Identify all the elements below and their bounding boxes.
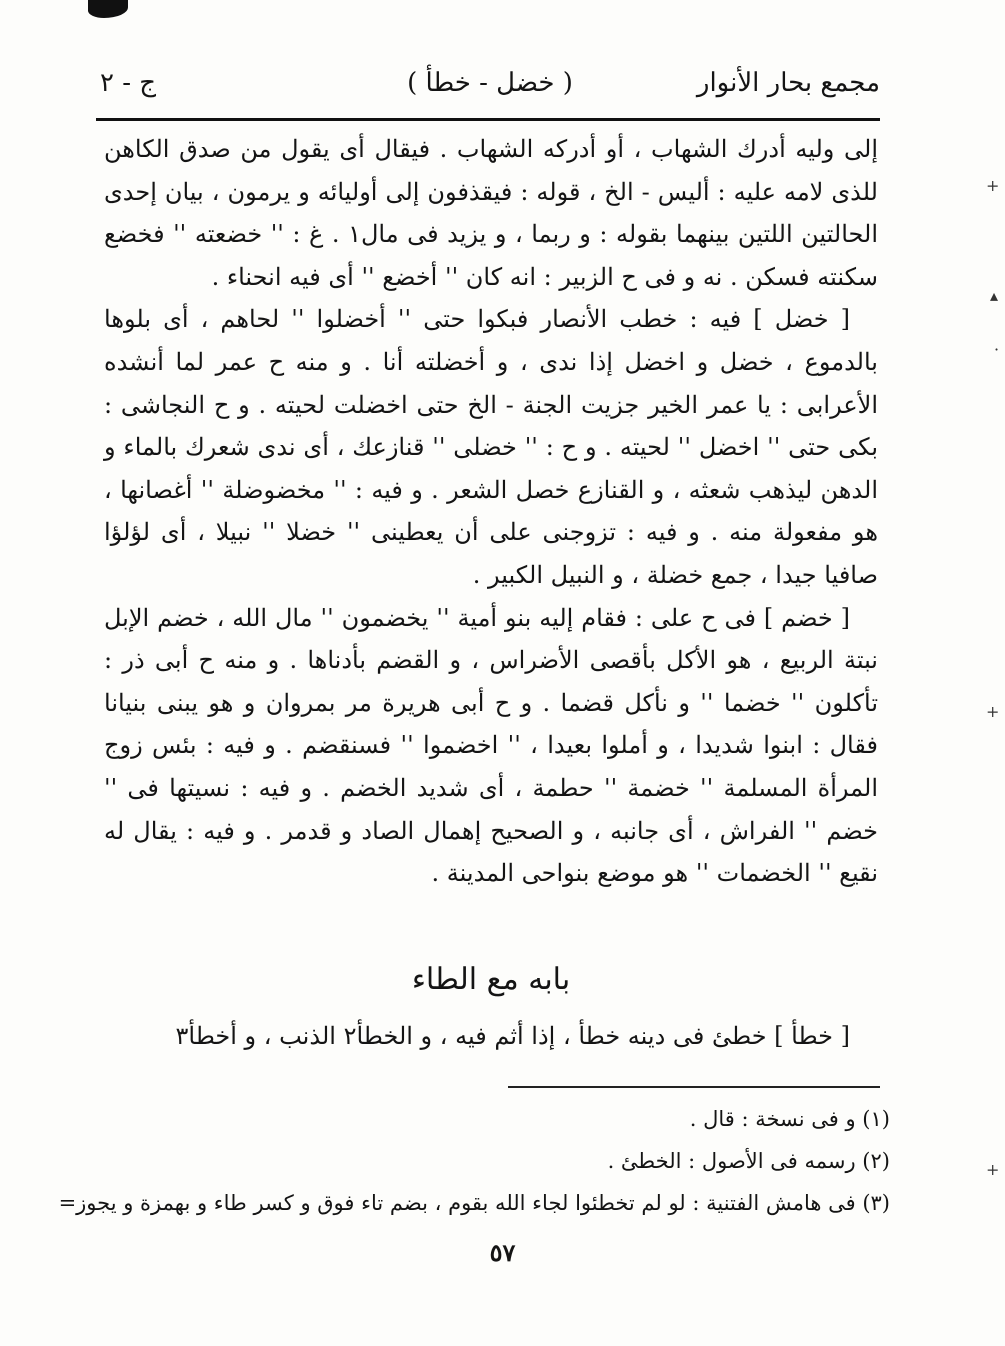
footnote: (٣) فى هامش الفتنية : لو لم تخطئوا لجاء الله بقوم ، بضم تاء فوق و كسر طاء و بهمزة و يجوز= [58, 1191, 890, 1215]
section-heading: بابه مع الطاء [411, 962, 571, 997]
footnote: (٢) رسمه فى الأصول : الخطئ . [607, 1149, 890, 1173]
running-header [100, 60, 880, 112]
margin-mark: + [986, 702, 1000, 721]
paragraph: [ خضم ] فى ح على : فقام إليه بنو أمية '' يخضمون '' مال الله ، خضم الإبل نبتة الربيع ، هو الأكل بأقصى الأضراس ، و القضم بأدناها . و منه ح أبى ذر : تأكلون '' خضما '' و نأكل قضما . و ح أبى هريرة مر بمروان و هو يبنى بنيانا فقال : ابنوا شديدا ، و أملوا بعيدا ، '' اخضموا '' فسنقضم . و فيه : بئس زوج المرأة المسلمة '' خضمة '' حطمة ، أى شديد الخضم . و فيه : نسيتها فى '' خضم '' الفراش ، أى جانبه ، و الصحيح إهمال الصاد و قدمر . و فيه : يقال له نقيع '' الخضمات '' هو موضع بنواحى المدينة . [104, 603, 878, 888]
paragraph: [ خطأ ] خطئ فى دينه خطأ ، إذا أثم فيه ، و الخطأ٢ الذنب ، و أخطأ٣ [175, 1022, 850, 1050]
header-rule [96, 118, 880, 121]
volume-number: ج - ٢ [100, 68, 157, 98]
margin-mark: ▴ [990, 286, 999, 305]
ink-blot [88, 0, 128, 18]
paragraph: [ خضل ] فيه : خطب الأنصار فبكوا حتى '' أخضلوا '' لحاهم ، أى بلوها بالدموع ، خضل و اخضل إذا ندى ، و أخضلته أنا . و منه ح عمر لما أنشده الأعرابى : يا عمر الخير جزيت الجنة - الخ حتى اخضلت لحيته . و ح النجاشى : بكى حتى '' اخضل '' لحيته . و ح : '' خضلى '' قنازعك ، أى ندى شعرك بالماء و الدهن ليذهب شعثه ، و القنازع خصل الشعر . و فيه : '' مخضوضلة '' أغصانها ، هو مفعولة منه . و فيه : تزوجنى على أن يعطينى '' خضلا '' نبيلا ، أى لؤلؤا صافيا جيدا ، جمع خضلة ، و النبيل الكبير . [104, 305, 878, 589]
paragraph: إلى وليه أدرك الشهاب ، أو أدركه الشهاب . فيقال أى يقول من صدق الكاهن للذى لامه عليه : أليس - الخ ، قوله : فيقذفون إلى أوليائه و يرمون ، بيان إحدى الحالتين اللتين بينهما بقوله : و ربما ، و يزيد فى مال١ . غ : '' خضعته '' فخضع سكنته فسكن . نه و فى ح الزبير : انه كان '' أخضع '' أى فيه انحناء . [104, 135, 879, 291]
footnotes [58, 1098, 890, 1224]
margin-mark: · [994, 340, 1000, 359]
book-title: مجمع بحار الأنوار [696, 68, 880, 98]
page-number: ٥٧ [489, 1238, 516, 1267]
footnote-rule [508, 1086, 880, 1088]
margin-mark: + [986, 1160, 1000, 1179]
footnote: (١) و فى نسخة : قال . [689, 1107, 890, 1131]
main-text [104, 128, 878, 895]
margin-mark: + [986, 176, 1000, 195]
entry-range: ( خضل - خطأ ) [407, 68, 573, 98]
